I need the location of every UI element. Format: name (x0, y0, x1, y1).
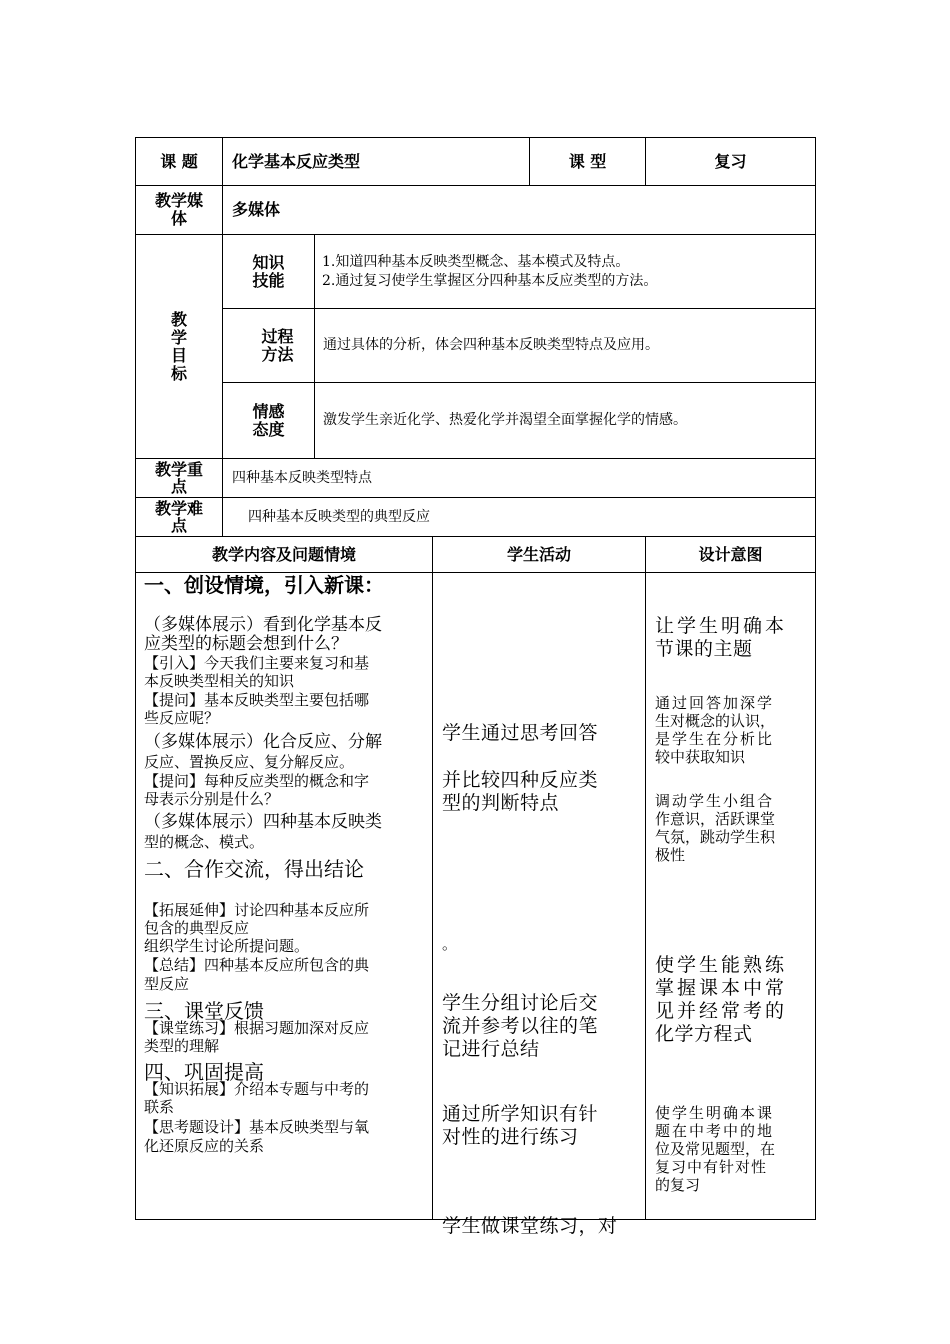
key-point-value: 四种基本反映类型特点 (232, 469, 372, 486)
goal-knowledge-text: 1.知道四种基本反映类型概念、基本模式及特点。 2.通过复习使学生掌握区分四种基本反应类型的方法。 (322, 254, 658, 289)
activity-column (442, 574, 642, 1237)
content-line: 组织学生讨论所提问题。 (144, 937, 310, 955)
content-line: 本反映类型相关的知识 (144, 672, 295, 690)
content-line: 应类型的标题会想到什么？ (144, 634, 348, 654)
intent-line: 让学生明确本 (655, 615, 788, 637)
intent-line: 使学生明确本课 (655, 1104, 775, 1122)
content-line: 化还原反应的关系 (144, 1137, 265, 1155)
activity-line: 。 (442, 935, 458, 953)
activity-line: 流并参考以往的笔 (442, 1015, 599, 1037)
intent-line: 位及常见题型，在 (655, 1140, 776, 1158)
goal-process-label: 过程 方法 (261, 326, 294, 364)
activity-line: 学生分组讨论后交 (442, 992, 599, 1014)
media-label: 教学媒 体 (154, 191, 203, 228)
intent-line: 是学生在分析比 (655, 730, 775, 748)
table-border-right (815, 137, 816, 1220)
intent-line: 作意识，活跃课堂 (655, 810, 776, 828)
intent-line: 通过回答加深学 (655, 694, 775, 712)
col-divider (314, 234, 315, 458)
activity-line: 学生做课堂练习，对 (442, 1215, 618, 1237)
goal-attitude-text: 激发学生亲近化学、热爱化学并渴望全面掌握化学的情感。 (323, 412, 687, 428)
content-line: 型反应 (144, 975, 190, 993)
content-line: 反应、置换反应、复分解反应。 (144, 753, 355, 771)
intent-column (655, 574, 811, 1214)
activity-line: 型的判断特点 (442, 792, 560, 814)
section-heading: 一、创设情境，引入新课： (144, 573, 384, 597)
section-heading: 二、合作交流，得出结论 (144, 857, 364, 881)
media-value: 多媒体 (232, 200, 281, 219)
intent-line: 题在中考中的地 (655, 1122, 775, 1140)
difficulty-value: 四种基本反映类型的典型反应 (248, 508, 430, 525)
intent-line: 复习中有针对性 (655, 1158, 768, 1176)
content-line: （多媒体展示）看到化学基本反 (144, 615, 382, 635)
activity-line: 记进行总结 (442, 1038, 540, 1060)
topic-value: 化学基本反应类型 (232, 151, 361, 171)
goal-process-text: 通过具体的分析，体会四种基本反映类型特点及应用。 (323, 337, 659, 353)
content-line: （多媒体展示）化合反应、分解 (144, 732, 382, 752)
activity-line: 对性的进行练习 (442, 1126, 579, 1148)
type-label: 课 型 (568, 151, 607, 171)
intent-line: 气氛，跳动学生积 (655, 828, 776, 846)
content-line: 【总结】四种基本反应所包含的典 (144, 956, 370, 974)
content-line: 包含的典型反应 (144, 919, 250, 937)
goal-knowledge-label: 知识 技能 (252, 252, 285, 290)
activity-line: 学生通过思考回答 (442, 722, 599, 744)
col-divider (432, 536, 433, 1219)
content-line: （多媒体展示）四种基本反映类 (144, 812, 382, 832)
intent-line: 较中获取知识 (655, 748, 746, 766)
content-line: 【思考题设计】基本反映类型与氧 (144, 1118, 370, 1136)
intent-line: 生对概念的认识， (655, 712, 776, 730)
content-line: 联系 (144, 1098, 175, 1116)
difficulty-label: 教学难 点 (154, 499, 203, 535)
intent-line: 节课的主题 (655, 638, 753, 660)
intent-line: 使学生能熟练 (655, 954, 788, 976)
section-heading: 四、巩固提高 (144, 1060, 264, 1084)
content-line: 母表示分别是什么？ (144, 790, 280, 808)
intent-line: 掌握课本中常 (655, 977, 788, 999)
activity-line: 并比较四种反应类 (442, 769, 599, 791)
column-header-intent: 设计意图 (698, 544, 763, 564)
content-line: 【知识拓展】介绍本专题与中考的 (144, 1080, 370, 1098)
content-line: 【拓展延伸】讨论四种基本反应所 (144, 901, 370, 919)
column-header-activity: 学生活动 (506, 544, 571, 564)
content-line: 类型的理解 (144, 1037, 220, 1055)
content-line: 【课堂练习】根据习题加深对反应 (144, 1019, 370, 1037)
content-line: 型的概念、模式。 (144, 833, 265, 851)
intent-line: 见并经常考的 (655, 1000, 788, 1022)
goal-attitude-label: 情感 态度 (252, 401, 285, 439)
section-heading: 三、课堂反馈 (144, 999, 264, 1023)
intent-line: 的复习 (655, 1176, 701, 1194)
column-header-content: 教学内容及问题情境 (211, 544, 356, 564)
type-value: 复习 (714, 151, 747, 171)
content-line: 【引入】今天我们主要来复习和基 (144, 654, 370, 672)
intent-line: 极性 (655, 846, 686, 864)
content-line: 【提问】每种反应类型的概念和字 (144, 772, 370, 790)
activity-line: 通过所学知识有针 (442, 1103, 599, 1125)
content-line: 些反应呢？ (144, 709, 220, 727)
goals-label: 教 学 目 标 (170, 309, 187, 383)
col-divider (645, 536, 646, 1219)
content-line: 【提问】基本反映类型主要包括哪 (144, 691, 370, 709)
content-column (144, 574, 432, 1214)
intent-line: 化学方程式 (655, 1023, 753, 1045)
topic-label: 课 题 (160, 151, 198, 171)
intent-line: 调动学生小组合 (655, 792, 775, 810)
key-point-label: 教学重 点 (154, 460, 203, 496)
